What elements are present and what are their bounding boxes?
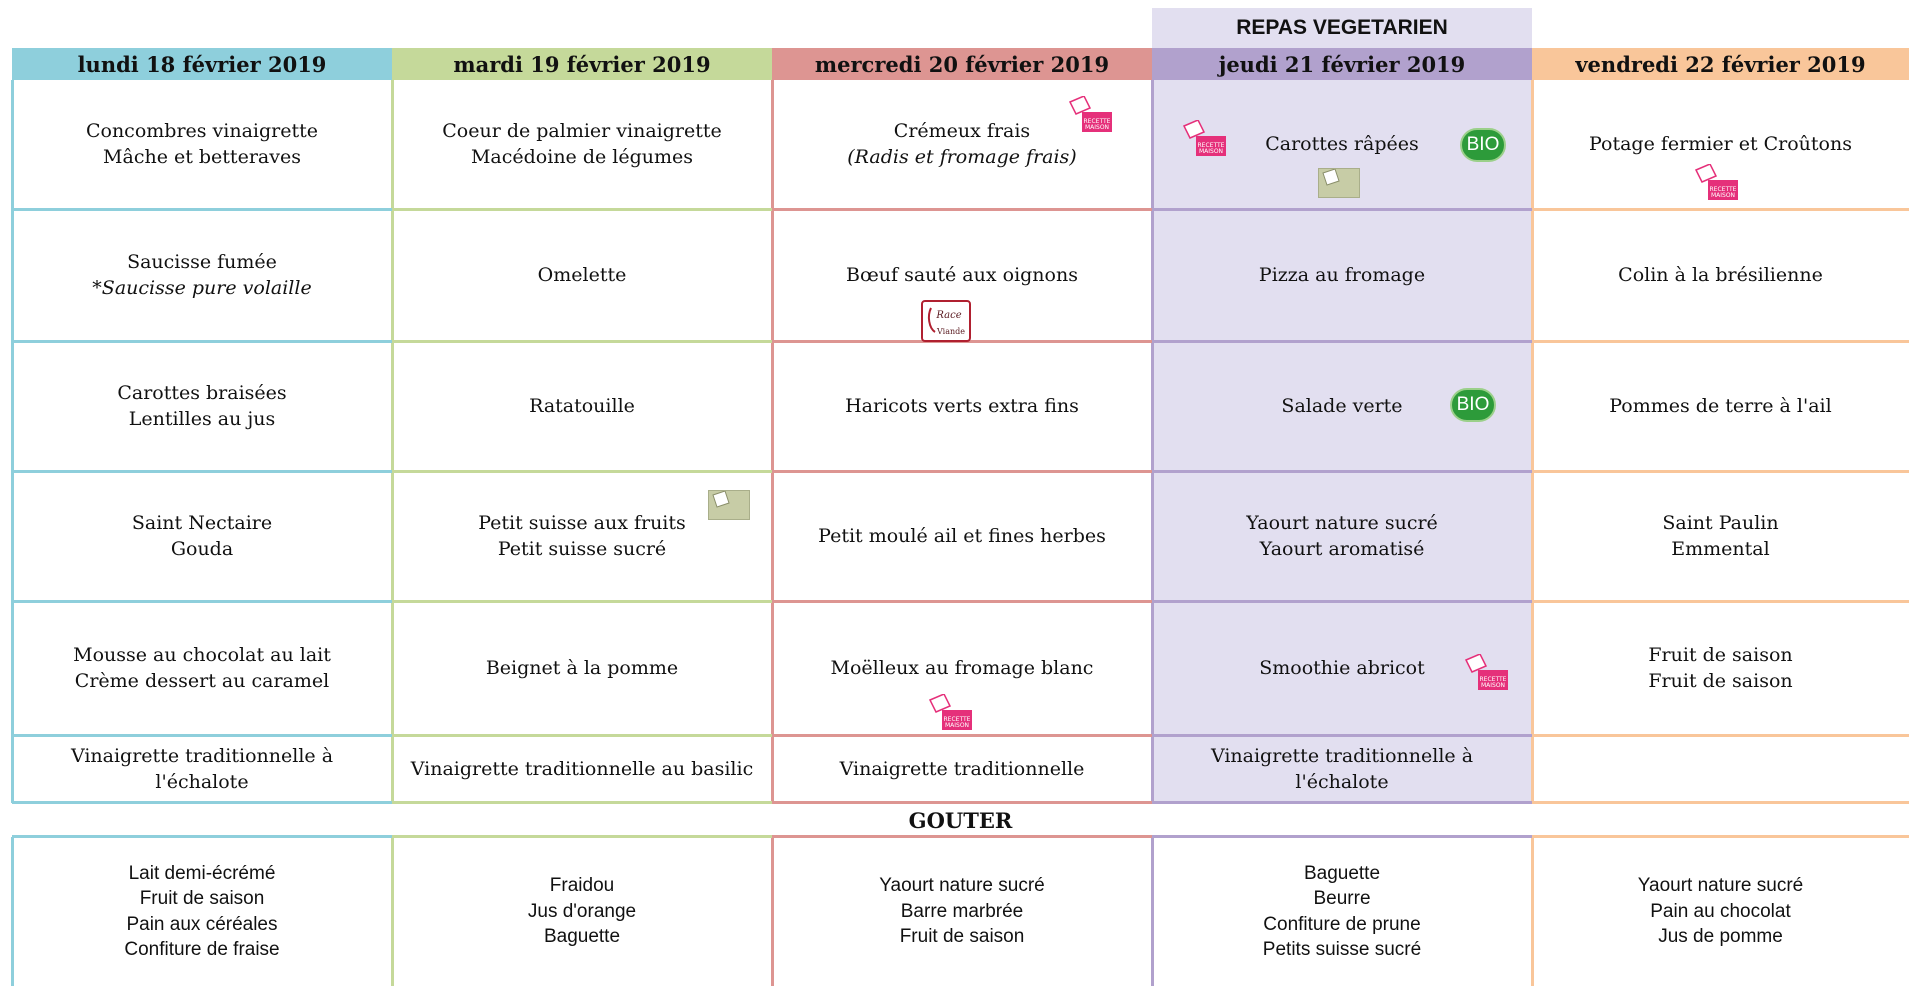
recette-maison-icon — [1464, 654, 1508, 690]
recette-green-icon — [1318, 168, 1360, 198]
menu-item-text: Saint Nectaire — [131, 512, 273, 534]
gouter-item-text: Fraidou — [549, 875, 615, 897]
recette-green-icon — [708, 490, 750, 520]
recette-maison-icon — [1694, 164, 1738, 200]
menu-cell-dressing — [1152, 736, 1532, 801]
menu-item-text: Vinaigrette traditionnelle au basilic — [410, 757, 754, 780]
menu-cell-starter — [392, 80, 772, 208]
gouter-cell — [1532, 837, 1909, 986]
menu-cell-dessert — [392, 602, 772, 734]
menu-item-text: Salade verte — [1281, 395, 1403, 417]
menu-item-text: Macédoine de légumes — [470, 146, 694, 168]
menu-item-text: Petit moulé ail et fines herbes — [818, 525, 1106, 547]
menu-item-text: Coeur de palmier vinaigrette — [442, 120, 722, 142]
menu-item-text: Fruit de saison — [1648, 670, 1793, 692]
day-header: vendredi 22 février 2019 — [1532, 48, 1909, 80]
svg-text:MAISON: MAISON — [944, 722, 970, 729]
svg-text:Viande: Viande — [937, 327, 965, 336]
gouter-cell — [1152, 837, 1532, 986]
menu-item-text: l'échalote — [1295, 770, 1389, 793]
menu-cell-side — [392, 342, 772, 470]
gouter-item-text: Lait demi-écrémé — [128, 862, 276, 884]
menu-item-text: Colin à la brésilienne — [1618, 264, 1823, 286]
menu-item-text: Vinaigrette traditionnelle à — [1210, 744, 1474, 767]
menu-cell-dessert — [1532, 602, 1909, 734]
bio-icon: BIO — [1460, 128, 1506, 162]
vegetarian-banner: REPAS VEGETARIEN — [1152, 8, 1532, 48]
menu-cell-main — [12, 210, 392, 340]
menu-item-text: Moëlleux au fromage blanc — [830, 657, 1094, 679]
menu-item-text: Saint Paulin — [1662, 512, 1779, 534]
menu-item-text: Smoothie abricot — [1259, 657, 1425, 679]
gouter-item-text: Jus d'orange — [527, 900, 637, 922]
gouter-item-text: Barre marbrée — [900, 900, 1024, 922]
gouter-title: GOUTER — [908, 807, 1013, 833]
race-a-viande-icon — [921, 300, 971, 342]
gouter-item-text: Confiture de prune — [1263, 913, 1421, 935]
menu-item-text: *Saucisse pure volaille — [92, 277, 312, 299]
menu-item-text: Crémeux frais — [893, 120, 1031, 142]
menu-item-text: Mâche et betteraves — [103, 146, 301, 168]
svg-text:MAISON: MAISON — [1480, 682, 1506, 689]
menu-item-text: Crème dessert au caramel — [74, 670, 330, 692]
gouter-item-text: Pain au chocolat — [1650, 900, 1791, 922]
menu-item-text: Mousse au chocolat au lait — [73, 644, 331, 666]
menu-cell-side — [1532, 342, 1909, 470]
gouter-item-text: Petits suisse sucré — [1262, 939, 1422, 960]
day-header: mercredi 20 février 2019 — [772, 48, 1152, 80]
menu-item-text: Vinaigrette traditionnelle à — [70, 744, 334, 767]
gouter-item-text: Baguette — [543, 926, 621, 948]
menu-item-text: Yaourt nature sucré — [1246, 512, 1438, 534]
menu-item-text: Haricots verts extra fins — [845, 395, 1079, 417]
gouter-item-text: Jus de pomme — [1658, 926, 1783, 948]
menu-item-text: Bœuf sauté aux oignons — [846, 264, 1078, 286]
menu-item-text: Emmental — [1671, 538, 1770, 560]
svg-text:RECETTE: RECETTE — [1479, 676, 1507, 683]
svg-text:RECETTE: RECETTE — [943, 716, 971, 723]
menu-cell-dressing — [1532, 736, 1909, 801]
menu-item-text: Vinaigrette traditionnelle — [839, 757, 1085, 780]
menu-item-text: l'échalote — [155, 770, 249, 793]
menu-cell-main — [1152, 210, 1532, 340]
menu-item-text: (Radis et fromage frais) — [847, 146, 1077, 168]
menu-item-text: Saucisse fumée — [127, 251, 277, 273]
menu-cell-side — [772, 342, 1152, 470]
menu-item-text: Gouda — [170, 538, 234, 560]
gouter-item-text: Yaourt nature sucré — [879, 875, 1045, 897]
menu-item-text: Ratatouille — [529, 395, 635, 417]
recette-maison-icon — [928, 694, 972, 730]
day-header: mardi 19 février 2019 — [392, 48, 772, 80]
menu-cell-main — [392, 210, 772, 340]
gouter-cell — [392, 837, 772, 986]
menu-item-text: Potage fermier et Croûtons — [1589, 133, 1852, 155]
menu-cell-main — [1532, 210, 1909, 340]
menu-cell-dressing — [12, 736, 392, 801]
gouter-cell — [12, 837, 392, 986]
menu-cell-cheese — [1532, 472, 1909, 600]
menu-item-text: Petit suisse sucré — [497, 538, 667, 560]
gouter-item-text: Confiture de fraise — [124, 939, 280, 960]
menu-item-text: Beignet à la pomme — [485, 657, 679, 679]
menu-item-text: Lentilles au jus — [128, 408, 276, 430]
menu-item-text: Fruit de saison — [1648, 644, 1793, 666]
menu-item-text: Yaourt aromatisé — [1259, 538, 1425, 560]
day-header: lundi 18 février 2019 — [12, 48, 392, 80]
menu-cell-side — [12, 342, 392, 470]
gouter-item-text: Baguette — [1303, 862, 1381, 884]
menu-cell-dressing — [392, 736, 772, 801]
svg-text:MAISON: MAISON — [1084, 124, 1110, 131]
svg-text:RECETTE: RECETTE — [1083, 118, 1111, 125]
day-header: jeudi 21 février 2019 — [1152, 48, 1532, 80]
gouter-item-text: Fruit de saison — [899, 926, 1025, 948]
menu-item-text: Concombres vinaigrette — [85, 120, 319, 142]
recette-maison-icon — [1182, 120, 1226, 156]
gouter-cell — [772, 837, 1152, 986]
menu-item-text: Pommes de terre à l'ail — [1609, 395, 1832, 417]
menu-cell-cheese — [772, 472, 1152, 600]
menu-cell-dressing — [772, 736, 1152, 801]
menu-cell-cheese — [12, 472, 392, 600]
menu-item-text: Carottes râpées — [1265, 133, 1419, 155]
menu-cell-cheese — [1152, 472, 1532, 600]
svg-text:Race: Race — [936, 310, 962, 321]
menu-item-text: Omelette — [537, 264, 627, 286]
gouter-item-text: Pain aux céréales — [126, 913, 278, 935]
bio-icon: BIO — [1450, 388, 1496, 422]
gouter-item-text: Fruit de saison — [139, 888, 265, 909]
menu-cell-starter — [12, 80, 392, 208]
menu-item-text: Petit suisse aux fruits — [478, 512, 686, 534]
menu-cell-dessert — [12, 602, 392, 734]
gouter-item-text: Yaourt nature sucré — [1637, 875, 1804, 897]
recette-maison-icon — [1068, 96, 1112, 132]
svg-text:MAISON: MAISON — [1710, 192, 1736, 199]
menu-item-text: Carottes braisées — [117, 382, 287, 404]
svg-text:RECETTE: RECETTE — [1197, 142, 1225, 149]
gouter-item-text: Beurre — [1313, 888, 1371, 909]
menu-item-text: Pizza au fromage — [1258, 264, 1426, 286]
svg-text:MAISON: MAISON — [1198, 148, 1224, 155]
svg-text:RECETTE: RECETTE — [1709, 186, 1737, 193]
